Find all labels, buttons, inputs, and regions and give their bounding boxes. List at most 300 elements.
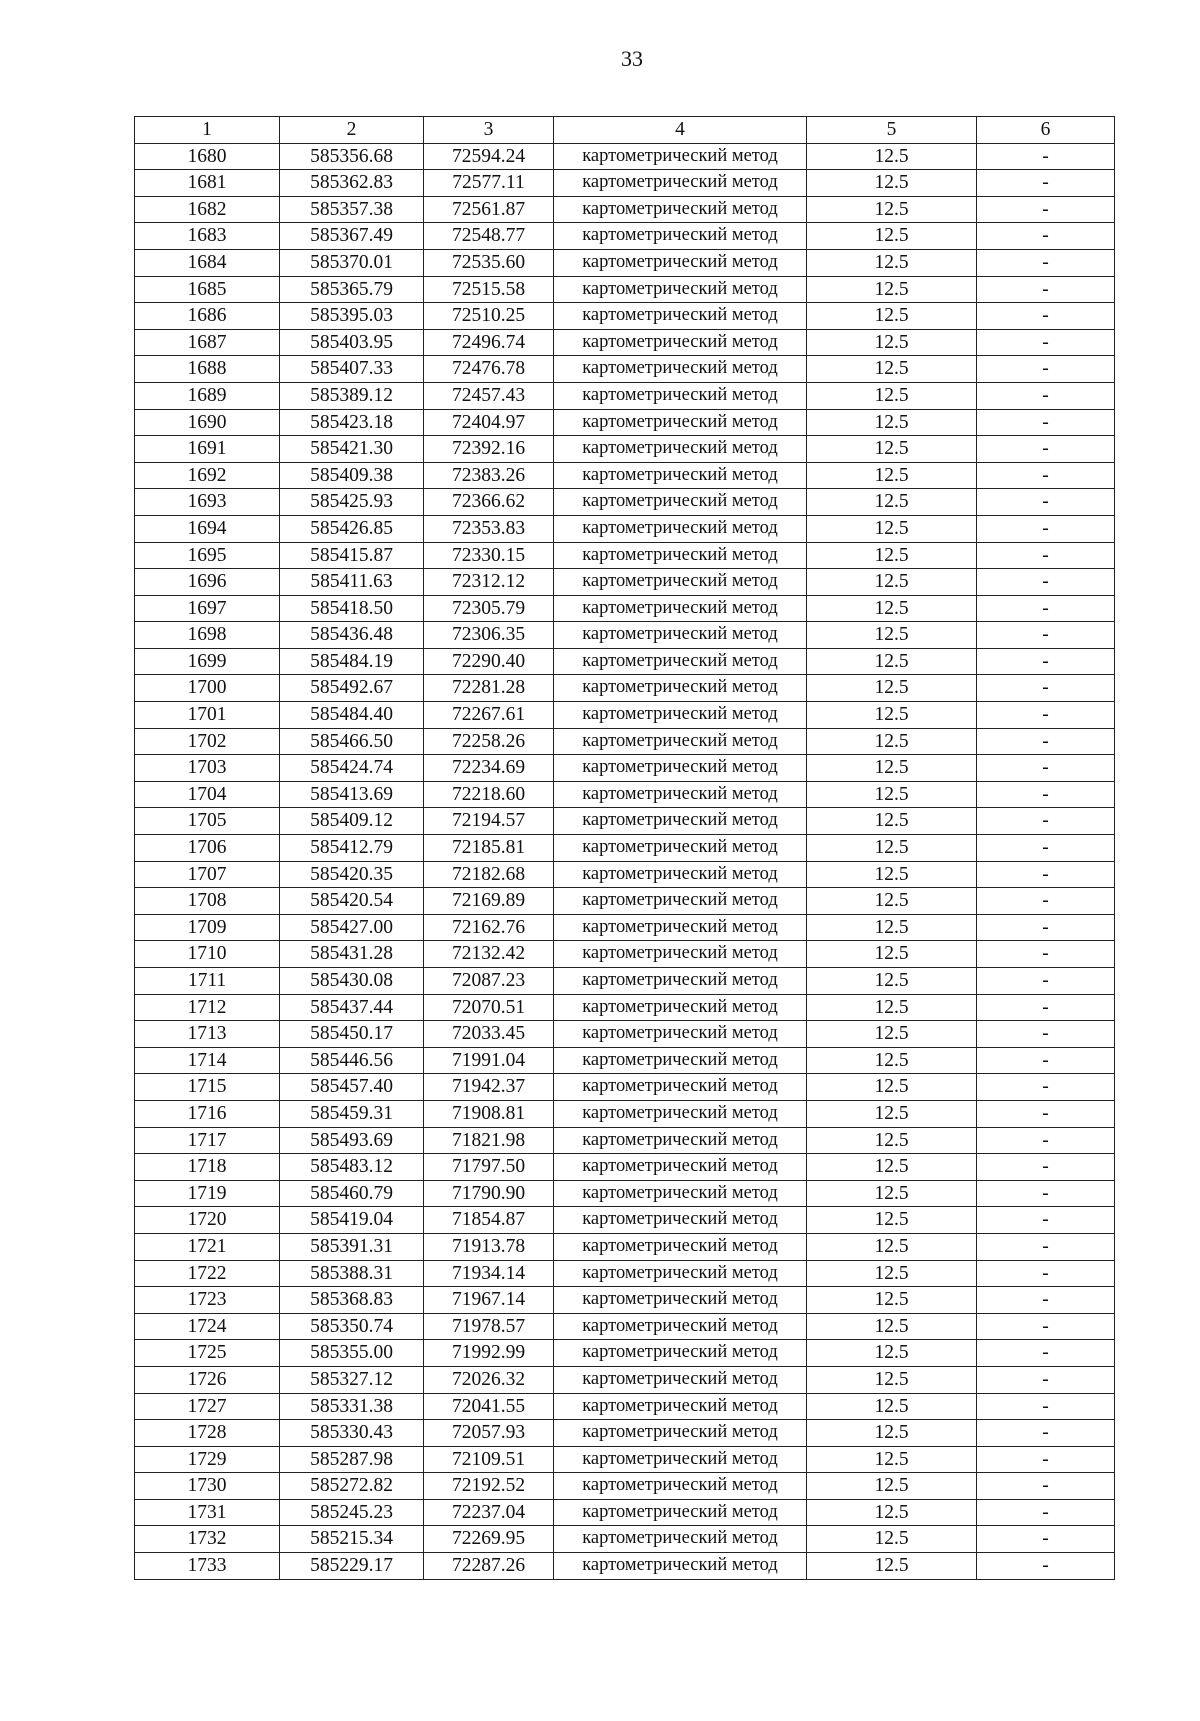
x-coordinate-cell: 585419.04 [280, 1207, 424, 1234]
method-cell: картометрический метод [554, 1233, 807, 1260]
y-coordinate-cell: 72535.60 [424, 249, 554, 276]
point-number-cell: 1694 [135, 515, 280, 542]
note-cell: - [977, 1180, 1115, 1207]
method-cell: картометрический метод [554, 1393, 807, 1420]
accuracy-cell: 12.5 [807, 489, 977, 516]
method-cell: картометрический метод [554, 994, 807, 1021]
y-coordinate-cell: 72392.16 [424, 436, 554, 463]
table-row [135, 569, 1115, 596]
accuracy-cell: 12.5 [807, 622, 977, 649]
accuracy-cell: 12.5 [807, 1287, 977, 1314]
note-cell: - [977, 755, 1115, 782]
table-row [135, 728, 1115, 755]
note-cell: - [977, 143, 1115, 170]
accuracy-cell: 12.5 [807, 835, 977, 862]
y-coordinate-cell: 72182.68 [424, 861, 554, 888]
column-header-3: 3 [424, 117, 554, 144]
accuracy-cell: 12.5 [807, 303, 977, 330]
method-cell: картометрический метод [554, 329, 807, 356]
note-cell: - [977, 675, 1115, 702]
x-coordinate-cell: 585356.68 [280, 143, 424, 170]
table-row [135, 542, 1115, 569]
table-row [135, 1154, 1115, 1181]
note-cell: - [977, 542, 1115, 569]
x-coordinate-cell: 585436.48 [280, 622, 424, 649]
y-coordinate-cell: 72234.69 [424, 755, 554, 782]
point-number-cell: 1718 [135, 1154, 280, 1181]
x-coordinate-cell: 585483.12 [280, 1154, 424, 1181]
y-coordinate-cell: 72457.43 [424, 382, 554, 409]
column-header-5: 5 [807, 117, 977, 144]
accuracy-cell: 12.5 [807, 409, 977, 436]
table-row [135, 1526, 1115, 1553]
method-cell: картометрический метод [554, 1499, 807, 1526]
y-coordinate-cell: 72041.55 [424, 1393, 554, 1420]
y-coordinate-cell: 71978.57 [424, 1313, 554, 1340]
table-row [135, 1420, 1115, 1447]
method-cell: картометрический метод [554, 968, 807, 995]
y-coordinate-cell: 72594.24 [424, 143, 554, 170]
table-row [135, 941, 1115, 968]
y-coordinate-cell: 72496.74 [424, 329, 554, 356]
note-cell: - [977, 968, 1115, 995]
method-cell: картометрический метод [554, 569, 807, 596]
accuracy-cell: 12.5 [807, 1446, 977, 1473]
y-coordinate-cell: 71821.98 [424, 1127, 554, 1154]
x-coordinate-cell: 585412.79 [280, 835, 424, 862]
note-cell: - [977, 1553, 1115, 1580]
x-coordinate-cell: 585362.83 [280, 170, 424, 197]
column-header-2: 2 [280, 117, 424, 144]
method-cell: картометрический метод [554, 1526, 807, 1553]
point-number-cell: 1698 [135, 622, 280, 649]
point-number-cell: 1691 [135, 436, 280, 463]
method-cell: картометрический метод [554, 303, 807, 330]
y-coordinate-cell: 71942.37 [424, 1074, 554, 1101]
accuracy-cell: 12.5 [807, 861, 977, 888]
x-coordinate-cell: 585367.49 [280, 223, 424, 250]
note-cell: - [977, 1420, 1115, 1447]
point-number-cell: 1722 [135, 1260, 280, 1287]
accuracy-cell: 12.5 [807, 888, 977, 915]
method-cell: картометрический метод [554, 1260, 807, 1287]
x-coordinate-cell: 585357.38 [280, 196, 424, 223]
column-header-4: 4 [554, 117, 807, 144]
note-cell: - [977, 914, 1115, 941]
method-cell: картометрический метод [554, 196, 807, 223]
x-coordinate-cell: 585446.56 [280, 1047, 424, 1074]
method-cell: картометрический метод [554, 702, 807, 729]
point-number-cell: 1710 [135, 941, 280, 968]
point-number-cell: 1685 [135, 276, 280, 303]
table-row [135, 382, 1115, 409]
note-cell: - [977, 1127, 1115, 1154]
point-number-cell: 1696 [135, 569, 280, 596]
table-row [135, 1446, 1115, 1473]
y-coordinate-cell: 72237.04 [424, 1499, 554, 1526]
table-row [135, 702, 1115, 729]
accuracy-cell: 12.5 [807, 1393, 977, 1420]
note-cell: - [977, 1473, 1115, 1500]
accuracy-cell: 12.5 [807, 329, 977, 356]
y-coordinate-cell: 72132.42 [424, 941, 554, 968]
point-number-cell: 1727 [135, 1393, 280, 1420]
method-cell: картометрический метод [554, 648, 807, 675]
y-coordinate-cell: 72269.95 [424, 1526, 554, 1553]
x-coordinate-cell: 585411.63 [280, 569, 424, 596]
method-cell: картометрический метод [554, 1100, 807, 1127]
table-row [135, 143, 1115, 170]
y-coordinate-cell: 72169.89 [424, 888, 554, 915]
table-row [135, 675, 1115, 702]
accuracy-cell: 12.5 [807, 728, 977, 755]
point-number-cell: 1689 [135, 382, 280, 409]
y-coordinate-cell: 71790.90 [424, 1180, 554, 1207]
accuracy-cell: 12.5 [807, 223, 977, 250]
note-cell: - [977, 1340, 1115, 1367]
x-coordinate-cell: 585368.83 [280, 1287, 424, 1314]
accuracy-cell: 12.5 [807, 1526, 977, 1553]
accuracy-cell: 12.5 [807, 1366, 977, 1393]
y-coordinate-cell: 71797.50 [424, 1154, 554, 1181]
method-cell: картометрический метод [554, 170, 807, 197]
y-coordinate-cell: 71908.81 [424, 1100, 554, 1127]
method-cell: картометрический метод [554, 1446, 807, 1473]
accuracy-cell: 12.5 [807, 1420, 977, 1447]
y-coordinate-cell: 71992.99 [424, 1340, 554, 1367]
y-coordinate-cell: 72033.45 [424, 1021, 554, 1048]
point-number-cell: 1712 [135, 994, 280, 1021]
y-coordinate-cell: 72515.58 [424, 276, 554, 303]
x-coordinate-cell: 585420.54 [280, 888, 424, 915]
note-cell: - [977, 276, 1115, 303]
note-cell: - [977, 1021, 1115, 1048]
note-cell: - [977, 728, 1115, 755]
y-coordinate-cell: 72162.76 [424, 914, 554, 941]
y-coordinate-cell: 72404.97 [424, 409, 554, 436]
point-number-cell: 1731 [135, 1499, 280, 1526]
table-row [135, 303, 1115, 330]
y-coordinate-cell: 72548.77 [424, 223, 554, 250]
point-number-cell: 1714 [135, 1047, 280, 1074]
table-row [135, 170, 1115, 197]
x-coordinate-cell: 585430.08 [280, 968, 424, 995]
note-cell: - [977, 569, 1115, 596]
table-row [135, 1047, 1115, 1074]
y-coordinate-cell: 72366.62 [424, 489, 554, 516]
accuracy-cell: 12.5 [807, 249, 977, 276]
y-coordinate-cell: 72330.15 [424, 542, 554, 569]
note-cell: - [977, 1233, 1115, 1260]
note-cell: - [977, 196, 1115, 223]
y-coordinate-cell: 72312.12 [424, 569, 554, 596]
accuracy-cell: 12.5 [807, 941, 977, 968]
method-cell: картометрический метод [554, 835, 807, 862]
x-coordinate-cell: 585423.18 [280, 409, 424, 436]
y-coordinate-cell: 72561.87 [424, 196, 554, 223]
point-number-cell: 1717 [135, 1127, 280, 1154]
y-coordinate-cell: 72510.25 [424, 303, 554, 330]
x-coordinate-cell: 585287.98 [280, 1446, 424, 1473]
x-coordinate-cell: 585365.79 [280, 276, 424, 303]
method-cell: картометрический метод [554, 436, 807, 463]
y-coordinate-cell: 72026.32 [424, 1366, 554, 1393]
accuracy-cell: 12.5 [807, 1499, 977, 1526]
point-number-cell: 1725 [135, 1340, 280, 1367]
point-number-cell: 1692 [135, 462, 280, 489]
method-cell: картометрический метод [554, 861, 807, 888]
accuracy-cell: 12.5 [807, 1473, 977, 1500]
x-coordinate-cell: 585484.40 [280, 702, 424, 729]
note-cell: - [977, 329, 1115, 356]
accuracy-cell: 12.5 [807, 436, 977, 463]
x-coordinate-cell: 585418.50 [280, 595, 424, 622]
x-coordinate-cell: 585391.31 [280, 1233, 424, 1260]
y-coordinate-cell: 72383.26 [424, 462, 554, 489]
y-coordinate-cell: 72057.93 [424, 1420, 554, 1447]
accuracy-cell: 12.5 [807, 595, 977, 622]
note-cell: - [977, 1393, 1115, 1420]
method-cell: картометрический метод [554, 462, 807, 489]
accuracy-cell: 12.5 [807, 276, 977, 303]
table-row [135, 329, 1115, 356]
point-number-cell: 1699 [135, 648, 280, 675]
point-number-cell: 1726 [135, 1366, 280, 1393]
note-cell: - [977, 356, 1115, 383]
x-coordinate-cell: 585395.03 [280, 303, 424, 330]
table-row [135, 622, 1115, 649]
note-cell: - [977, 1446, 1115, 1473]
accuracy-cell: 12.5 [807, 1340, 977, 1367]
y-coordinate-cell: 72218.60 [424, 781, 554, 808]
x-coordinate-cell: 585437.44 [280, 994, 424, 1021]
x-coordinate-cell: 585424.74 [280, 755, 424, 782]
column-header-1: 1 [135, 117, 280, 144]
method-cell: картометрический метод [554, 1313, 807, 1340]
note-cell: - [977, 436, 1115, 463]
x-coordinate-cell: 585421.30 [280, 436, 424, 463]
accuracy-cell: 12.5 [807, 702, 977, 729]
accuracy-cell: 12.5 [807, 542, 977, 569]
accuracy-cell: 12.5 [807, 515, 977, 542]
table-row [135, 515, 1115, 542]
table-row [135, 249, 1115, 276]
table-row [135, 835, 1115, 862]
y-coordinate-cell: 72070.51 [424, 994, 554, 1021]
note-cell: - [977, 515, 1115, 542]
y-coordinate-cell: 72476.78 [424, 356, 554, 383]
point-number-cell: 1716 [135, 1100, 280, 1127]
point-number-cell: 1729 [135, 1446, 280, 1473]
x-coordinate-cell: 585415.87 [280, 542, 424, 569]
y-coordinate-cell: 72281.28 [424, 675, 554, 702]
y-coordinate-cell: 72109.51 [424, 1446, 554, 1473]
accuracy-cell: 12.5 [807, 1313, 977, 1340]
point-number-cell: 1730 [135, 1473, 280, 1500]
y-coordinate-cell: 72290.40 [424, 648, 554, 675]
table-row [135, 462, 1115, 489]
method-cell: картометрический метод [554, 1047, 807, 1074]
coordinates-table [134, 116, 1115, 1580]
table-row [135, 1233, 1115, 1260]
x-coordinate-cell: 585457.40 [280, 1074, 424, 1101]
note-cell: - [977, 1287, 1115, 1314]
accuracy-cell: 12.5 [807, 1260, 977, 1287]
table-row [135, 409, 1115, 436]
note-cell: - [977, 648, 1115, 675]
table-row [135, 1127, 1115, 1154]
note-cell: - [977, 382, 1115, 409]
x-coordinate-cell: 585388.31 [280, 1260, 424, 1287]
y-coordinate-cell: 71991.04 [424, 1047, 554, 1074]
y-coordinate-cell: 72306.35 [424, 622, 554, 649]
x-coordinate-cell: 585407.33 [280, 356, 424, 383]
point-number-cell: 1721 [135, 1233, 280, 1260]
point-number-cell: 1724 [135, 1313, 280, 1340]
method-cell: картометрический метод [554, 941, 807, 968]
y-coordinate-cell: 72194.57 [424, 808, 554, 835]
point-number-cell: 1720 [135, 1207, 280, 1234]
table-row [135, 994, 1115, 1021]
accuracy-cell: 12.5 [807, 1047, 977, 1074]
accuracy-cell: 12.5 [807, 675, 977, 702]
method-cell: картометрический метод [554, 1420, 807, 1447]
method-cell: картометрический метод [554, 781, 807, 808]
method-cell: картометрический метод [554, 515, 807, 542]
accuracy-cell: 12.5 [807, 1180, 977, 1207]
table-row [135, 1021, 1115, 1048]
y-coordinate-cell: 72192.52 [424, 1473, 554, 1500]
y-coordinate-cell: 72267.61 [424, 702, 554, 729]
method-cell: картометрический метод [554, 1074, 807, 1101]
y-coordinate-cell: 71854.87 [424, 1207, 554, 1234]
point-number-cell: 1702 [135, 728, 280, 755]
accuracy-cell: 12.5 [807, 170, 977, 197]
table-row [135, 196, 1115, 223]
table-row [135, 755, 1115, 782]
table-row [135, 888, 1115, 915]
y-coordinate-cell: 72185.81 [424, 835, 554, 862]
method-cell: картометрический метод [554, 675, 807, 702]
method-cell: картометрический метод [554, 808, 807, 835]
method-cell: картометрический метод [554, 595, 807, 622]
note-cell: - [977, 489, 1115, 516]
table-row [135, 1100, 1115, 1127]
accuracy-cell: 12.5 [807, 648, 977, 675]
method-cell: картометрический метод [554, 755, 807, 782]
accuracy-cell: 12.5 [807, 356, 977, 383]
point-number-cell: 1723 [135, 1287, 280, 1314]
point-number-cell: 1688 [135, 356, 280, 383]
x-coordinate-cell: 585460.79 [280, 1180, 424, 1207]
x-coordinate-cell: 585484.19 [280, 648, 424, 675]
accuracy-cell: 12.5 [807, 1127, 977, 1154]
table-row [135, 1340, 1115, 1367]
x-coordinate-cell: 585427.00 [280, 914, 424, 941]
note-cell: - [977, 1207, 1115, 1234]
method-cell: картометрический метод [554, 356, 807, 383]
x-coordinate-cell: 585466.50 [280, 728, 424, 755]
note-cell: - [977, 1100, 1115, 1127]
table-row [135, 968, 1115, 995]
point-number-cell: 1680 [135, 143, 280, 170]
note-cell: - [977, 409, 1115, 436]
method-cell: картометрический метод [554, 143, 807, 170]
x-coordinate-cell: 585327.12 [280, 1366, 424, 1393]
method-cell: картометрический метод [554, 1154, 807, 1181]
x-coordinate-cell: 585413.69 [280, 781, 424, 808]
method-cell: картометрический метод [554, 1473, 807, 1500]
table-row [135, 595, 1115, 622]
point-number-cell: 1703 [135, 755, 280, 782]
table-row [135, 276, 1115, 303]
table-row [135, 1393, 1115, 1420]
accuracy-cell: 12.5 [807, 994, 977, 1021]
x-coordinate-cell: 585492.67 [280, 675, 424, 702]
point-number-cell: 1701 [135, 702, 280, 729]
method-cell: картометрический метод [554, 728, 807, 755]
note-cell: - [977, 1260, 1115, 1287]
accuracy-cell: 12.5 [807, 781, 977, 808]
method-cell: картометрический метод [554, 276, 807, 303]
y-coordinate-cell: 72353.83 [424, 515, 554, 542]
method-cell: картометрический метод [554, 1287, 807, 1314]
x-coordinate-cell: 585450.17 [280, 1021, 424, 1048]
point-number-cell: 1683 [135, 223, 280, 250]
note-cell: - [977, 861, 1115, 888]
method-cell: картометрический метод [554, 1553, 807, 1580]
point-number-cell: 1733 [135, 1553, 280, 1580]
note-cell: - [977, 249, 1115, 276]
x-coordinate-cell: 585459.31 [280, 1100, 424, 1127]
y-coordinate-cell: 72258.26 [424, 728, 554, 755]
y-coordinate-cell: 72577.11 [424, 170, 554, 197]
column-header-6: 6 [977, 117, 1115, 144]
y-coordinate-cell: 72305.79 [424, 595, 554, 622]
point-number-cell: 1681 [135, 170, 280, 197]
table-row [135, 781, 1115, 808]
point-number-cell: 1713 [135, 1021, 280, 1048]
note-cell: - [977, 622, 1115, 649]
note-cell: - [977, 1366, 1115, 1393]
y-coordinate-cell: 71934.14 [424, 1260, 554, 1287]
method-cell: картометрический метод [554, 622, 807, 649]
accuracy-cell: 12.5 [807, 1100, 977, 1127]
accuracy-cell: 12.5 [807, 1154, 977, 1181]
note-cell: - [977, 835, 1115, 862]
x-coordinate-cell: 585431.28 [280, 941, 424, 968]
method-cell: картометрический метод [554, 914, 807, 941]
method-cell: картометрический метод [554, 1366, 807, 1393]
table-row [135, 436, 1115, 463]
accuracy-cell: 12.5 [807, 1074, 977, 1101]
x-coordinate-cell: 585493.69 [280, 1127, 424, 1154]
table-row [135, 1287, 1115, 1314]
accuracy-cell: 12.5 [807, 1021, 977, 1048]
x-coordinate-cell: 585245.23 [280, 1499, 424, 1526]
point-number-cell: 1719 [135, 1180, 280, 1207]
y-coordinate-cell: 71967.14 [424, 1287, 554, 1314]
x-coordinate-cell: 585272.82 [280, 1473, 424, 1500]
table-row [135, 1366, 1115, 1393]
point-number-cell: 1682 [135, 196, 280, 223]
accuracy-cell: 12.5 [807, 1233, 977, 1260]
table-row [135, 648, 1115, 675]
y-coordinate-cell: 72087.23 [424, 968, 554, 995]
note-cell: - [977, 1047, 1115, 1074]
accuracy-cell: 12.5 [807, 462, 977, 489]
table-row [135, 356, 1115, 383]
